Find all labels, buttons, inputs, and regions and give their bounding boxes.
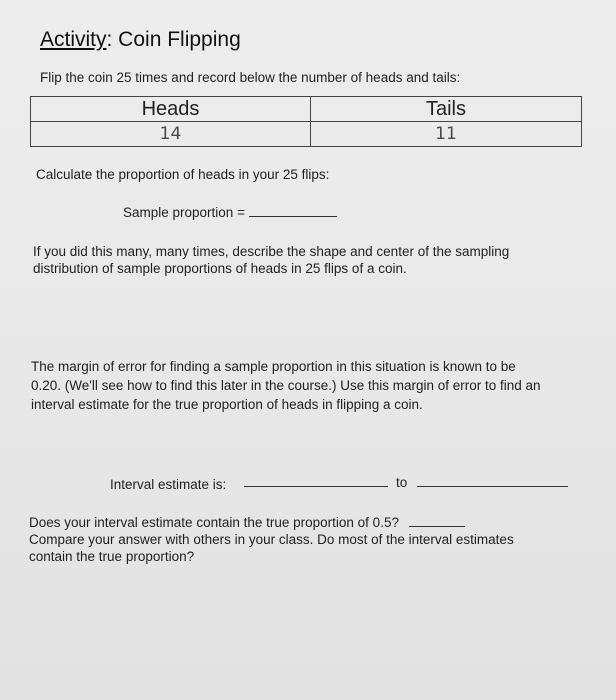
tails-header: Tails	[311, 97, 582, 122]
calc-prompt: Calculate the proportion of heads in your 25 flips:	[36, 167, 330, 182]
margin-line-1: The margin of error for finding a sample proportion in this situation is known to be	[31, 359, 516, 374]
tails-count[interactable]: 11	[311, 122, 582, 147]
heads-count[interactable]: 14	[31, 122, 311, 147]
compare-line-2: contain the true proportion?	[29, 549, 195, 564]
sampling-distribution-prompt	[33, 243, 509, 277]
interval-estimate-label: Interval estimate is:	[110, 477, 227, 492]
flip-instruction: Flip the coin 25 times and record below the number of heads and tails:	[40, 70, 461, 85]
title-rest: : Coin Flipping	[106, 28, 241, 51]
sampling-prompt-line-2: distribution of sample proportions of heads in 25 flips of a coin.	[33, 261, 407, 276]
title-activity-word: Activity	[40, 28, 107, 51]
margin-line-2: 0.20. (We'll see how to find this later in the course.) Use this margin of error to find an	[31, 378, 541, 393]
table-header-row	[31, 97, 582, 122]
contain-answer-blank[interactable]	[409, 526, 465, 527]
compare-prompt	[29, 531, 514, 565]
sampling-prompt-line-1: If you did this many, many times, describe the shape and center of the sampling	[33, 244, 510, 259]
interval-lower-blank[interactable]	[244, 486, 388, 487]
table-value-row	[31, 122, 582, 147]
margin-line-3: interval estimate for the true proportion of heads in flipping a coin.	[31, 397, 423, 412]
compare-line-1: Compare your answer with others in your class. Do most of the interval estimates	[29, 532, 514, 547]
heads-header: Heads	[31, 97, 311, 122]
margin-of-error-paragraph	[31, 357, 541, 414]
interval-upper-blank[interactable]	[417, 486, 568, 487]
heads-tails-table	[30, 96, 582, 147]
interval-to-word: to	[396, 475, 408, 490]
sample-proportion-line	[123, 204, 337, 221]
sample-proportion-label: Sample proportion =	[123, 205, 245, 220]
activity-title	[40, 28, 241, 52]
contain-question-line	[29, 514, 465, 531]
sample-proportion-blank[interactable]	[249, 216, 337, 217]
contain-question: Does your interval estimate contain the true proportion of 0.5?	[29, 515, 399, 530]
